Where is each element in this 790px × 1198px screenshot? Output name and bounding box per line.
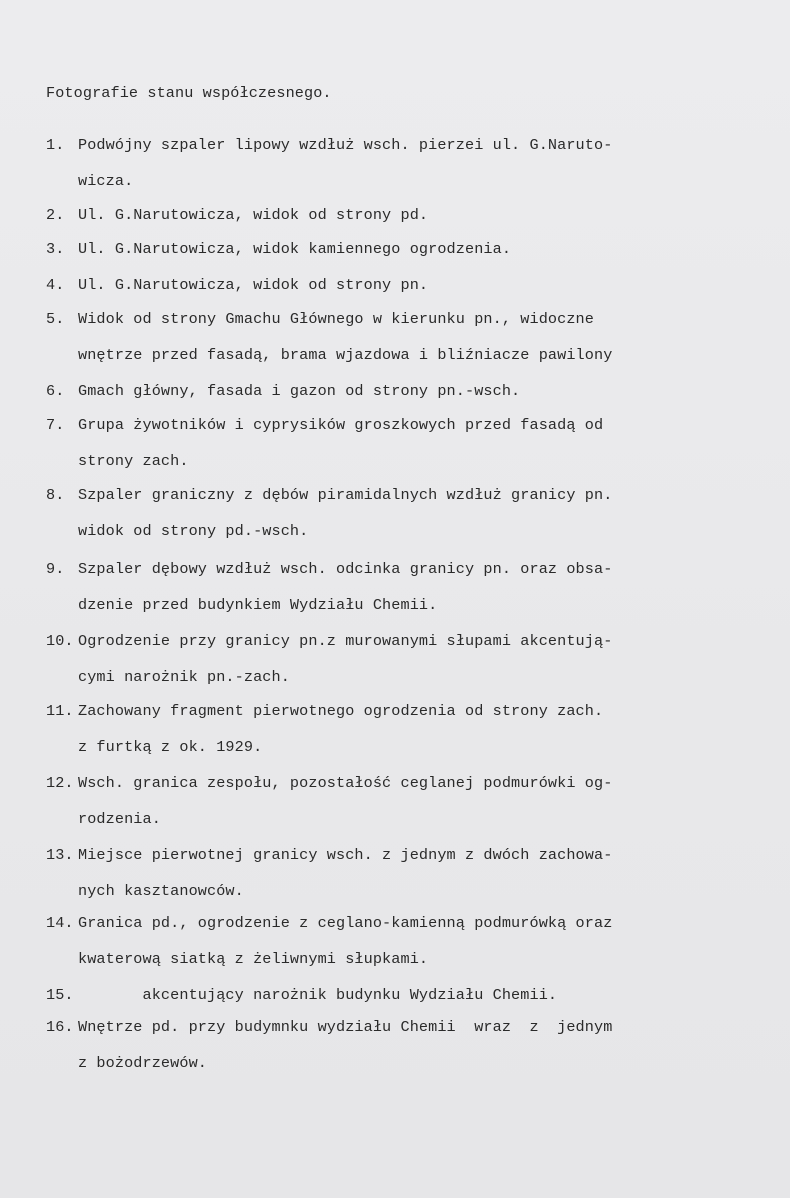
- item-text: akcentujący narożnik budynku Wydziału Chemii.: [78, 986, 558, 1004]
- item-text: Szpaler dębowy wzdłuż wsch. odcinka granicy pn. oraz obsa-: [78, 560, 613, 578]
- item-text: Granica pd., ogrodzenie z ceglano-kamienną podmurówką oraz: [78, 914, 613, 932]
- item-text: widok od strony pd.-wsch.: [78, 522, 309, 540]
- item-text: Wsch. granica zespołu, pozostałość ceglanej podmurówki og-: [78, 774, 613, 792]
- item-number: 14.: [46, 914, 74, 932]
- item-number: 8.: [46, 486, 65, 504]
- item-text: cymi narożnik pn.-zach.: [78, 668, 290, 686]
- item-number: 10.: [46, 632, 74, 650]
- item-text: Gmach główny, fasada i gazon od strony pn.-wsch.: [78, 382, 521, 400]
- item-number: 16.: [46, 1018, 74, 1036]
- item-text: Grupa żywotników i cyprysików groszkowych przed fasadą od: [78, 416, 604, 434]
- item-text: Wnętrze pd. przy budymnku wydziału Chemii wraz z jednym: [78, 1018, 613, 1036]
- item-number: 11.: [46, 702, 74, 720]
- item-number: 6.: [46, 382, 65, 400]
- item-text: rodzenia.: [78, 810, 161, 828]
- item-number: 9.: [46, 560, 65, 578]
- item-text: wnętrze przed fasadą, brama wjazdowa i bliźniacze pawilony: [78, 346, 613, 364]
- item-number: 5.: [46, 310, 65, 328]
- item-text: wicza.: [78, 172, 134, 190]
- item-number: 12.: [46, 774, 74, 792]
- item-text: Ul. G.Narutowicza, widok od strony pd.: [78, 206, 429, 224]
- item-text: z bożodrzewów.: [78, 1054, 207, 1072]
- item-text: nych kasztanowców.: [78, 882, 244, 900]
- item-text: kwaterową siatką z żeliwnymi słupkami.: [78, 950, 429, 968]
- item-number: 1.: [46, 136, 65, 154]
- item-number: 3.: [46, 240, 65, 258]
- item-text: strony zach.: [78, 452, 189, 470]
- item-text: z furtką z ok. 1929.: [78, 738, 263, 756]
- item-text: Zachowany fragment pierwotnego ogrodzenia od strony zach.: [78, 702, 604, 720]
- item-text: Podwójny szpaler lipowy wzdłuż wsch. pierzei ul. G.Naruto-: [78, 136, 613, 154]
- item-number: 7.: [46, 416, 65, 434]
- document-heading: Fotografie stanu współczesnego.: [46, 84, 332, 102]
- item-number: 2.: [46, 206, 65, 224]
- item-text: Szpaler graniczny z dębów piramidalnych wzdłuż granicy pn.: [78, 486, 613, 504]
- item-number: 13.: [46, 846, 74, 864]
- item-text: Ul. G.Narutowicza, widok kamiennego ogrodzenia.: [78, 240, 512, 258]
- item-text: Ogrodzenie przy granicy pn.z murowanymi słupami akcentują-: [78, 632, 613, 650]
- item-text: Widok od strony Gmachu Głównego w kierunku pn., widoczne: [78, 310, 594, 328]
- item-text: dzenie przed budynkiem Wydziału Chemii.: [78, 596, 438, 614]
- item-number: 4.: [46, 276, 65, 294]
- item-text: Ul. G.Narutowicza, widok od strony pn.: [78, 276, 429, 294]
- item-text: Miejsce pierwotnej granicy wsch. z jednym z dwóch zachowa-: [78, 846, 613, 864]
- item-number: 15.: [46, 986, 74, 1004]
